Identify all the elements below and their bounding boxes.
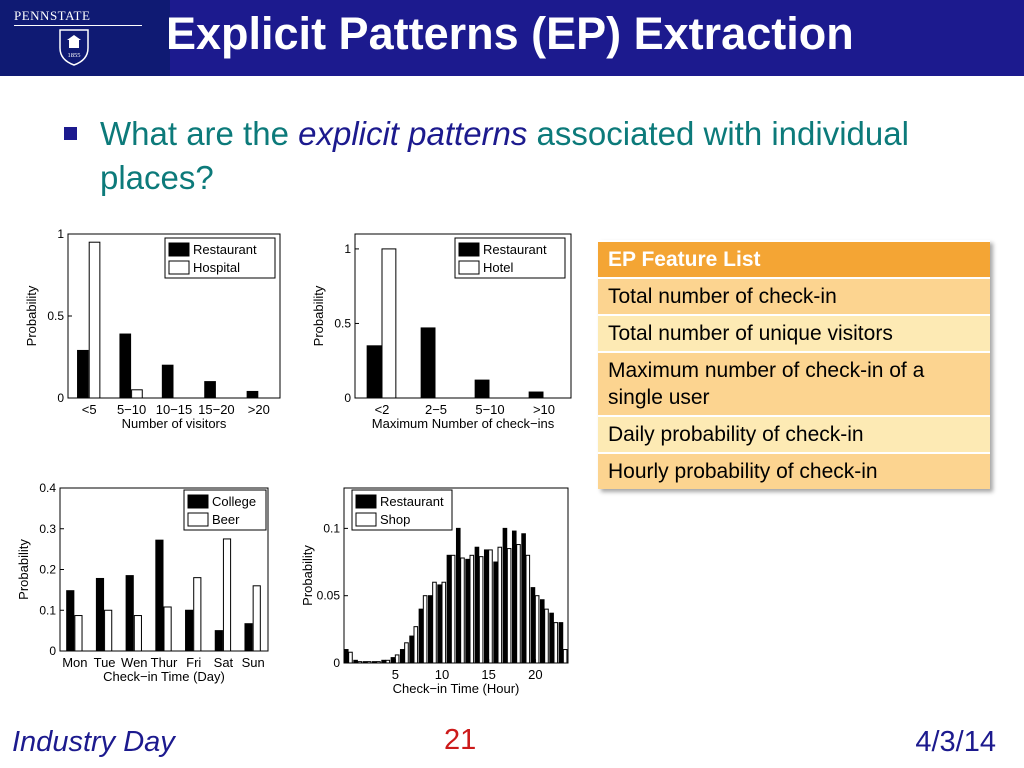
bar-college xyxy=(245,624,252,651)
x-tick-label: >20 xyxy=(247,402,270,417)
bar-restaurant xyxy=(475,380,489,398)
bar-restaurant xyxy=(475,547,479,663)
chart-visitors xyxy=(10,222,290,440)
bar-shop xyxy=(554,623,558,663)
bar-restaurant xyxy=(419,609,423,663)
bar-beer xyxy=(134,616,141,651)
y-tick-label: 0.05 xyxy=(316,588,340,603)
bar-restaurant xyxy=(447,555,451,663)
bar-restaurant xyxy=(78,350,89,398)
bar-shop xyxy=(563,650,567,663)
bar-restaurant xyxy=(494,562,498,663)
y-tick-label: 1 xyxy=(344,241,351,256)
legend-swatch xyxy=(459,261,479,274)
bar-restaurant xyxy=(456,528,460,663)
bar-restaurant xyxy=(529,392,543,398)
y-tick-label: 0.5 xyxy=(334,316,351,331)
bar-hotel xyxy=(382,249,396,398)
bar-restaurant xyxy=(559,623,563,663)
bar-restaurant xyxy=(410,636,414,663)
bar-shop xyxy=(470,555,474,663)
footer-event: Industry Day xyxy=(12,726,175,758)
chart-max-checkins xyxy=(305,222,583,440)
bar-shop xyxy=(498,547,502,663)
bar-shop xyxy=(535,596,539,663)
x-tick-label: <5 xyxy=(81,402,97,417)
bar-restaurant xyxy=(372,662,376,663)
bar-shop xyxy=(349,652,353,663)
legend-label: Hospital xyxy=(193,260,240,275)
bar-restaurant xyxy=(400,650,404,663)
bar-college xyxy=(156,540,163,651)
bar-restaurant xyxy=(344,650,348,663)
legend-label: Hotel xyxy=(483,260,514,275)
legend-label: Restaurant xyxy=(193,242,257,257)
y-tick-label: 0.1 xyxy=(323,521,340,536)
question-post: associated with individual places? xyxy=(100,115,909,196)
bar-restaurant xyxy=(354,660,358,663)
legend-label: Restaurant xyxy=(380,494,444,509)
table-cell: Total number of check-in xyxy=(598,278,990,315)
y-tick-label: 0 xyxy=(344,391,351,405)
x-tick-label: 20 xyxy=(528,667,543,682)
legend-swatch xyxy=(356,495,376,508)
bar-restaurant xyxy=(382,660,386,663)
bar-restaurant xyxy=(120,334,131,398)
bar-shop xyxy=(507,549,511,663)
y-tick-label: 0.1 xyxy=(39,603,56,618)
legend-label: Shop xyxy=(380,512,411,527)
table-cell: Daily probability of check-in xyxy=(598,416,990,453)
bar-shop xyxy=(386,660,390,663)
title-bar xyxy=(0,0,1024,76)
bar-shop xyxy=(414,627,418,663)
x-tick-label: Tue xyxy=(93,655,116,670)
table-header-row xyxy=(598,241,990,278)
penn-state-logo xyxy=(0,0,170,76)
bar-restaurant xyxy=(428,596,432,663)
question-pre: What are the xyxy=(100,115,299,152)
chart-checkin-hour xyxy=(286,478,576,702)
x-tick-label: 5−10 xyxy=(116,402,147,417)
y-axis-label: Probability xyxy=(300,545,315,606)
bar-restaurant xyxy=(522,534,526,663)
slide-title: Explicit Patterns (EP) Extraction xyxy=(166,8,854,59)
bar-restaurant xyxy=(438,585,442,663)
bar-hospital xyxy=(132,390,143,398)
bar-shop xyxy=(442,582,446,663)
bar-shop xyxy=(517,545,521,663)
y-axis-label: Probability xyxy=(24,285,39,347)
bar-beer xyxy=(194,578,201,651)
legend-label: College xyxy=(212,494,257,509)
bar-beer xyxy=(223,539,230,651)
question-emphasis: explicit patterns xyxy=(298,115,528,152)
y-axis-label: Probability xyxy=(16,539,31,600)
bar-hospital xyxy=(89,242,100,398)
table-row xyxy=(598,416,990,453)
x-tick-label: 10−15 xyxy=(155,402,193,417)
bar-shop xyxy=(423,596,427,663)
y-tick-label: 0.2 xyxy=(39,562,56,577)
bar-shop xyxy=(405,643,409,663)
bullet-square xyxy=(64,127,77,140)
bar-beer xyxy=(75,616,82,651)
legend-swatch xyxy=(169,243,189,256)
bar-college xyxy=(215,631,222,651)
question-text xyxy=(100,112,980,200)
bar-restaurant xyxy=(162,365,173,398)
logo-year: 1855 xyxy=(67,52,81,59)
x-tick-label: Mon xyxy=(62,655,88,670)
bar-college xyxy=(96,578,103,651)
logo-wordmark: PENNSTATE xyxy=(14,8,91,23)
x-tick-label: Sun xyxy=(241,655,265,670)
x-axis-label: Check−in Time (Day) xyxy=(103,669,225,684)
x-tick-label: 15−20 xyxy=(198,402,235,417)
bar-shop xyxy=(545,609,549,663)
x-axis-label: Number of visitors xyxy=(121,416,227,431)
bar-shop xyxy=(479,557,483,663)
chart-checkin-day xyxy=(10,478,280,692)
y-tick-label: 1 xyxy=(57,227,64,241)
table-row xyxy=(598,453,990,489)
x-tick-label: 5 xyxy=(391,667,399,682)
x-tick-label: <2 xyxy=(374,402,390,417)
x-tick-label: Thur xyxy=(150,655,178,670)
table-row xyxy=(598,315,990,352)
x-tick-label: Wen xyxy=(121,655,148,670)
bar-restaurant xyxy=(550,613,554,663)
bar-restaurant xyxy=(503,528,507,663)
x-tick-label: 5−10 xyxy=(475,402,505,417)
bar-restaurant xyxy=(391,658,395,663)
y-axis-label: Probability xyxy=(311,285,326,347)
shield-icon xyxy=(58,28,90,66)
bar-college xyxy=(67,591,74,651)
table-cell: Hourly probability of check-in xyxy=(598,453,990,489)
x-axis-label: Check−in Time (Hour) xyxy=(392,681,520,696)
bar-college xyxy=(186,610,193,651)
bar-beer xyxy=(164,607,171,651)
footer-date: 4/3/14 xyxy=(915,726,996,758)
table-cell: Total number of unique visitors xyxy=(598,315,990,352)
ep-feature-table xyxy=(598,240,990,489)
logo-rule xyxy=(14,25,142,26)
legend-swatch xyxy=(459,243,479,256)
page-number: 21 xyxy=(444,724,477,756)
legend-swatch xyxy=(169,261,189,274)
bar-restaurant xyxy=(466,559,470,663)
bar-beer xyxy=(105,610,112,651)
table-row xyxy=(598,352,990,416)
y-tick-label: 0.3 xyxy=(39,521,56,536)
x-tick-label: Fri xyxy=(186,655,202,670)
bar-shop xyxy=(377,662,381,663)
x-tick-label: 10 xyxy=(434,667,450,682)
y-tick-label: 0 xyxy=(333,656,340,670)
x-tick-label: 2−5 xyxy=(424,402,448,417)
legend-swatch xyxy=(356,513,376,526)
table-header: EP Feature List xyxy=(598,241,990,278)
bar-restaurant xyxy=(205,382,216,398)
x-axis-label: Maximum Number of check−ins xyxy=(371,416,555,431)
bar-restaurant xyxy=(247,391,258,398)
bar-restaurant xyxy=(367,346,381,398)
legend-swatch xyxy=(188,495,208,508)
legend-label: Restaurant xyxy=(483,242,547,257)
bar-shop xyxy=(358,662,362,663)
bar-restaurant xyxy=(484,550,488,663)
y-tick-label: 0.5 xyxy=(47,309,64,323)
y-tick-label: 0 xyxy=(57,391,64,405)
x-tick-label: Sat xyxy=(213,655,234,670)
bar-shop xyxy=(395,655,399,663)
bar-restaurant xyxy=(421,328,435,398)
table-cell: Maximum number of check-in of a single user xyxy=(598,352,990,416)
bar-shop xyxy=(489,550,493,663)
bar-restaurant xyxy=(363,662,367,663)
bar-restaurant xyxy=(512,531,516,663)
y-tick-label: 0.4 xyxy=(39,481,56,495)
legend-swatch xyxy=(188,513,208,526)
bar-shop xyxy=(451,555,455,663)
y-tick-label: 0 xyxy=(49,644,56,658)
x-tick-label: 15 xyxy=(481,667,496,682)
bar-restaurant xyxy=(540,600,544,663)
bar-shop xyxy=(526,555,530,663)
x-tick-label: >10 xyxy=(532,402,556,417)
table-row xyxy=(598,278,990,315)
bar-beer xyxy=(253,586,260,651)
bar-restaurant xyxy=(531,588,535,663)
legend-label: Beer xyxy=(212,512,240,527)
bar-shop xyxy=(433,582,437,663)
bar-shop xyxy=(367,662,371,663)
bar-shop xyxy=(461,558,465,663)
bar-college xyxy=(126,576,133,651)
